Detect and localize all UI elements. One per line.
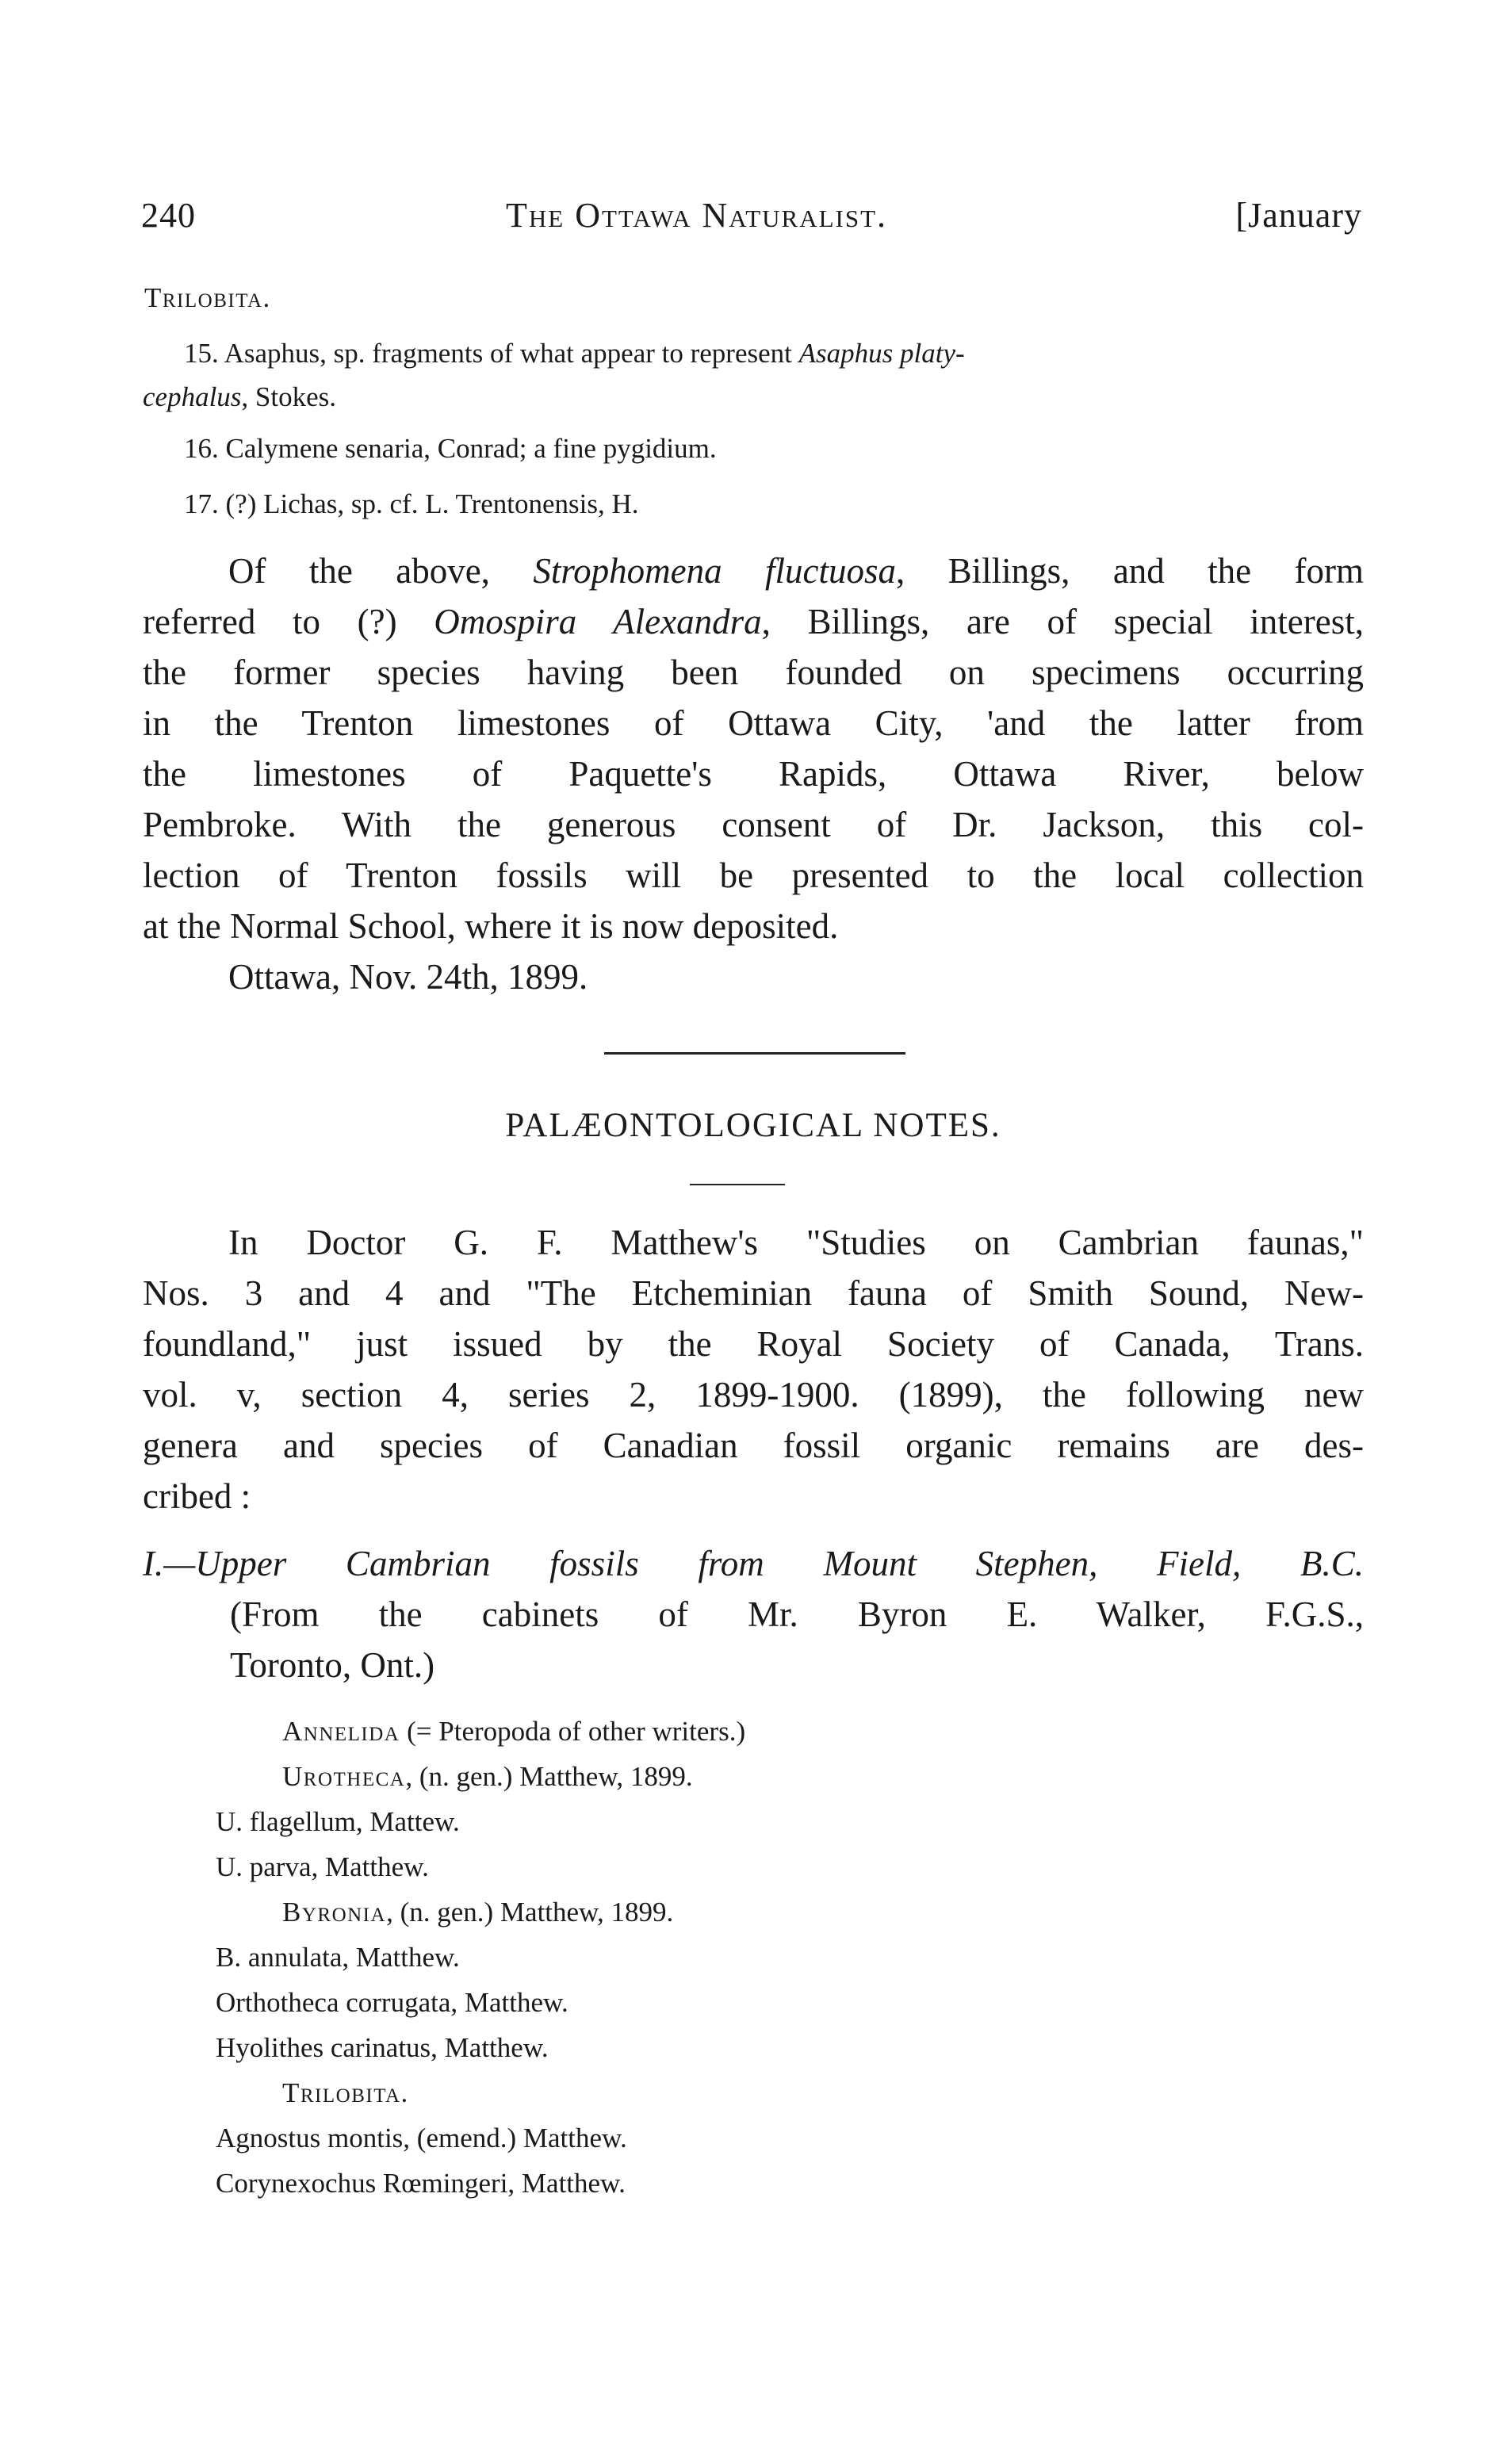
paragraph-line: genera and species of Canadian fossil organic remains are des- <box>143 1426 1364 1465</box>
taxon-text: , (n. gen.) Matthew, 1899. <box>386 1897 674 1927</box>
taxon-text: U. flagellum, Mattew. <box>216 1806 460 1837</box>
taxon-text: U. parva, Matthew. <box>216 1851 429 1882</box>
subsection-title: I.—Upper Cambrian fossils from Mount Stephen, Field, B.C. <box>143 1544 1364 1583</box>
list-item-text: 17. (?) Lichas, sp. cf. L. Trentonensis, H. <box>184 488 639 519</box>
text-span: the former species having been founded on specimens occurring <box>143 653 1364 692</box>
page-number: 240 <box>141 196 196 235</box>
text-span: lection of Trenton fossils will be presented to the local collection <box>143 856 1364 895</box>
species-entry <box>216 1799 1167 1844</box>
journal-title: The Ottawa Naturalist. <box>506 196 888 235</box>
section-title: PALÆONTOLOGICAL NOTES. <box>505 1107 1001 1144</box>
italic-span: Strophomena fluctuosa <box>533 551 897 591</box>
paragraph-line <box>143 799 1364 850</box>
list-item <box>184 335 1365 373</box>
text-span: referred to (?) <box>143 602 434 641</box>
heading-rule <box>690 1184 785 1185</box>
list-item-text: 16. Calymene senaria, Conrad; a fine pygidium. <box>184 433 717 464</box>
taxon-caps: Annelida <box>282 1716 400 1747</box>
taxon-caps: Trilobita. <box>282 2077 409 2108</box>
paragraph-line: Nos. 3 and 4 and "The Etcheminian fauna of Smith Sound, New- <box>143 1273 1364 1313</box>
subsection-source <box>230 1589 1364 1690</box>
paragraph-line: foundland," just issued by the Royal Society of Canada, Trans. <box>143 1324 1364 1364</box>
species-entry <box>216 1709 1167 1754</box>
species-entry <box>216 1754 1167 1799</box>
taxon-text: Corynexochus Rœmingeri, Matthew. <box>216 2168 626 2199</box>
list-item <box>143 378 1324 416</box>
species-entry <box>216 2115 1167 2161</box>
trilobita-heading: Trilobita. <box>144 282 271 313</box>
list-item-text: , Stokes. <box>241 381 337 412</box>
species-entry <box>216 1889 1167 1935</box>
list-item-italic: Asaphus platy- <box>798 338 965 369</box>
paragraph-line <box>143 901 1364 951</box>
text-span: in the Trenton limestones of Ottawa City, 'and the latter from <box>143 703 1364 743</box>
italic-span: Omospira Alexandra <box>434 602 762 641</box>
species-entry <box>216 2161 1167 2206</box>
section-divider <box>604 1052 905 1055</box>
species-list <box>216 1709 1167 2206</box>
species-entry <box>216 2025 1167 2070</box>
running-header <box>141 184 1362 239</box>
paragraph-line: cribed : <box>143 1476 251 1516</box>
taxon-text: B. annulata, Matthew. <box>216 1942 460 1973</box>
species-entry <box>216 1980 1167 2025</box>
list-item <box>184 430 1365 468</box>
paragraph-line <box>143 748 1364 799</box>
list-item-text: 15. Asaphus, sp. fragments of what appear to represent <box>184 338 799 369</box>
taxon-caps: Urotheca <box>282 1761 406 1792</box>
subsection-line: (From the cabinets of Mr. Byron E. Walker, F.G.S., <box>230 1594 1364 1634</box>
paragraph-line <box>143 546 1364 596</box>
taxon-text: Orthotheca corrugata, Matthew. <box>216 1987 568 2018</box>
text-span: Of the above, <box>228 551 534 591</box>
paragraph-line <box>143 596 1364 647</box>
list-item <box>184 485 1365 523</box>
paragraph-line: In Doctor G. F. Matthew's "Studies on Cambrian faunas," <box>228 1223 1364 1262</box>
species-entry <box>216 1844 1167 1889</box>
subsection-line: Toronto, Ont.) <box>230 1645 435 1685</box>
main-paragraph <box>143 546 1364 1002</box>
paragraph-line: vol. v, section 4, series 2, 1899-1900. (1899), the following new <box>143 1375 1364 1414</box>
taxon-text: (= Pteropoda of other writers.) <box>400 1716 746 1747</box>
taxon-caps: Byronia <box>282 1897 387 1927</box>
taxon-text: Agnostus montis, (emend.) Matthew. <box>216 2123 627 2153</box>
dateline: Ottawa, Nov. 24th, 1899. <box>228 957 588 997</box>
species-entry <box>216 2070 1167 2115</box>
text-span: , Billings, are of special interest, <box>761 602 1364 641</box>
species-entry <box>216 1935 1167 1980</box>
taxon-text: Hyolithes carinatus, Matthew. <box>216 2032 549 2063</box>
paragraph-line <box>143 647 1364 698</box>
issue-month: [January <box>1235 196 1362 235</box>
text-span: , Billings, and the form <box>896 551 1365 591</box>
list-item-italic: cephalus <box>143 381 242 412</box>
text-span: Pembroke. With the generous consent of Dr. Jackson, this col- <box>143 805 1364 844</box>
text-span: the limestones of Paquette's Rapids, Ottawa River, below <box>143 754 1364 794</box>
intro-paragraph <box>143 1217 1364 1522</box>
text-span: at the Normal School, where it is now deposited. <box>143 906 839 946</box>
taxon-text: , (n. gen.) Matthew, 1899. <box>405 1761 693 1792</box>
paragraph-line <box>143 850 1364 901</box>
paragraph-line <box>143 698 1364 748</box>
